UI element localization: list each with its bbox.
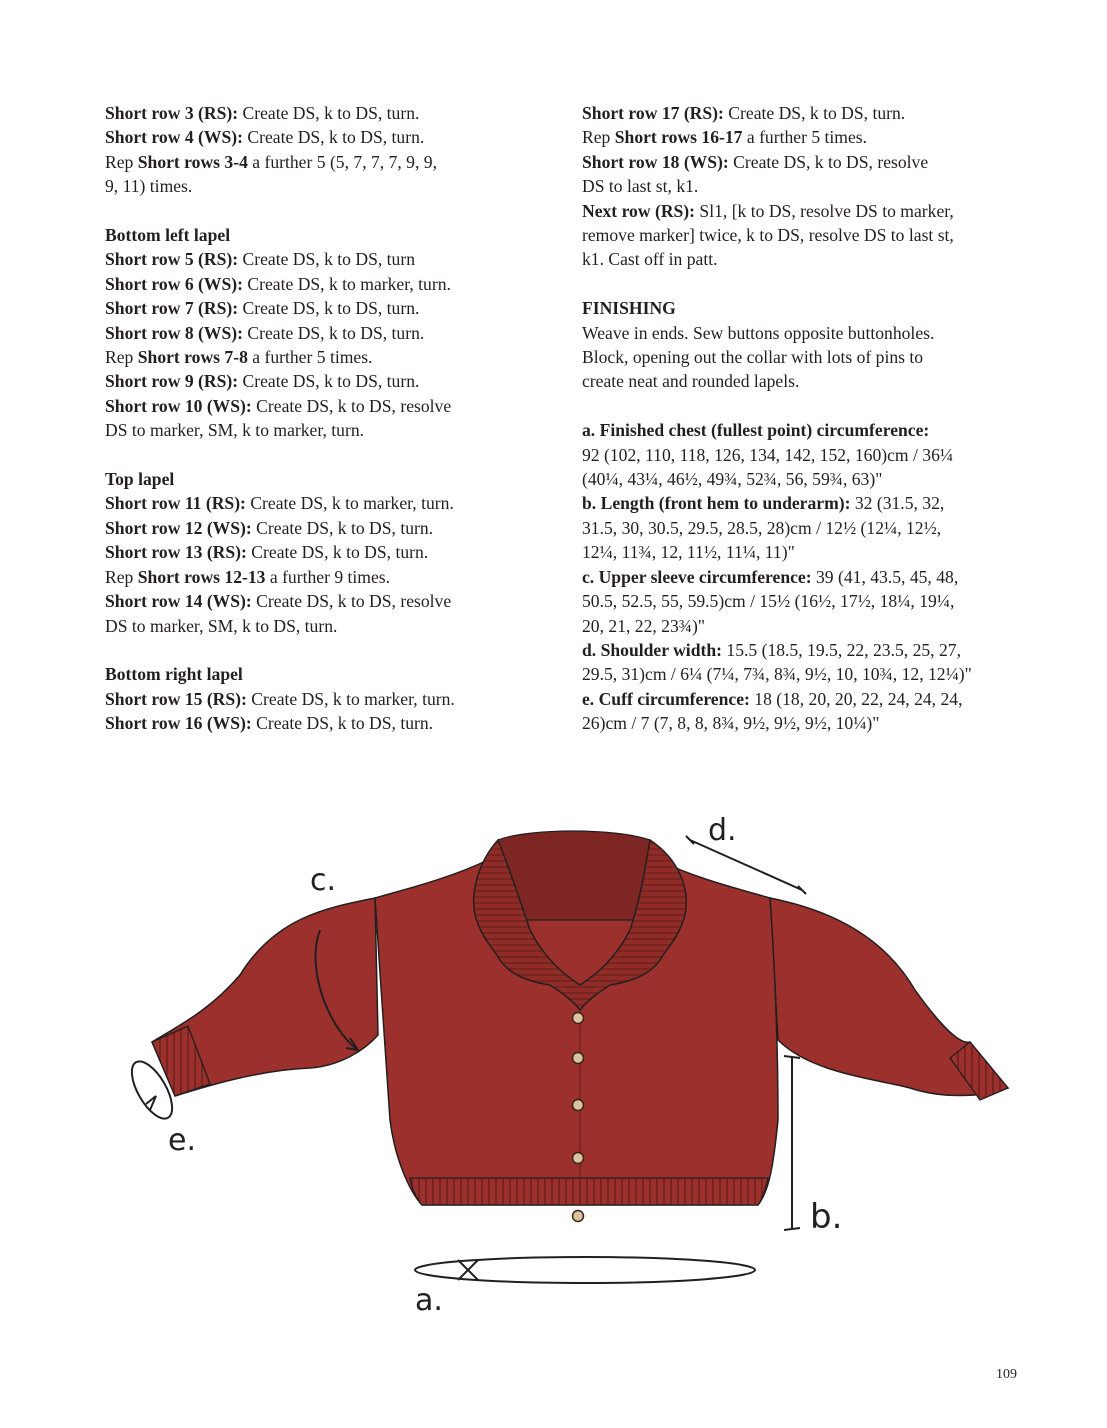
line-text: Create DS, k to DS, turn.	[238, 298, 420, 319]
text-line	[582, 614, 1052, 638]
line-text: 32 (31.5, 32,	[850, 493, 945, 514]
label-b: b.	[810, 1197, 843, 1237]
text-line	[582, 369, 1052, 393]
line-text: Create DS, k to DS, resolve	[728, 151, 929, 172]
line-text: Create DS, k to DS, turn	[238, 249, 415, 270]
line-prefix: Rep	[105, 347, 138, 368]
bold-label: Short row 11 (RS):	[105, 493, 246, 514]
bold-label: Short row 9 (RS):	[105, 371, 239, 392]
line-text: Create DS, k to marker, turn.	[246, 688, 455, 709]
line-prefix: Rep	[582, 127, 615, 148]
bold-label: Short rows 7-8	[137, 347, 248, 368]
bold-label: Short row 14 (WS):	[105, 591, 252, 612]
bold-label: Short row 8 (WS):	[105, 322, 243, 343]
text-line	[582, 101, 1052, 125]
line-text: 18 (18, 20, 20, 22, 24, 24, 24,	[749, 688, 963, 709]
button	[573, 1013, 584, 1024]
label-d: d.	[708, 813, 737, 848]
text-line	[105, 150, 525, 174]
line-prefix: Rep	[105, 566, 138, 587]
line-text: 29.5, 31)cm / 6¼ (7¼, 7¾, 8¾, 9½, 10, 10¾, 12, 12¼)"	[582, 664, 972, 685]
bold-label: Short row 7 (RS):	[105, 298, 239, 319]
text-line	[582, 174, 1052, 198]
line-text: a further 5 times.	[247, 347, 373, 368]
line-text: Create DS, k to DS, turn.	[242, 322, 425, 343]
paragraph-gap	[105, 199, 525, 223]
text-line	[582, 223, 1052, 247]
bold-label: Short row 4 (WS):	[105, 127, 243, 148]
bold-label: Bottom right lapel	[105, 664, 243, 685]
paragraph-gap	[582, 394, 1052, 418]
text-line	[582, 443, 1052, 467]
bold-label: Short row 13 (RS):	[105, 542, 247, 563]
text-line	[582, 565, 1052, 589]
line-text: Create DS, k to DS, turn.	[246, 542, 429, 563]
line-text: Create DS, k to DS, turn.	[251, 517, 434, 538]
paragraph-gap	[582, 272, 1052, 296]
text-line	[105, 272, 525, 296]
bold-label: Next row (RS):	[582, 200, 696, 221]
line-text: DS to marker, SM, k to DS, turn.	[105, 615, 338, 636]
bold-label: Short row 17 (RS):	[582, 103, 724, 123]
text-line	[582, 589, 1052, 613]
line-text: a further 5 (5, 7, 7, 7, 9, 9,	[247, 151, 437, 172]
line-text: DS to last st, k1.	[582, 176, 699, 197]
line-text: DS to marker, SM, k to marker, turn.	[105, 420, 365, 441]
line-text: a further 9 times.	[265, 566, 391, 587]
line-text: 50.5, 52.5, 55, 59.5)cm / 15½ (16½, 17½, 18¼, 19¼,	[582, 591, 955, 612]
bold-label: Short row 3 (RS):	[105, 103, 239, 123]
line-text: Create DS, k to DS, turn.	[242, 127, 425, 148]
line-text: 26)cm / 7 (7, 8, 8, 8¾, 9½, 9½, 9½, 10¼)"	[582, 713, 880, 734]
line-text: 12¼, 11¾, 12, 11½, 11¼, 11)"	[582, 542, 795, 563]
text-line	[582, 516, 1052, 540]
line-text: Create DS, k to marker, turn.	[242, 273, 451, 294]
bold-label: c. Upper sleeve circumference:	[582, 566, 812, 587]
text-line	[105, 711, 525, 735]
line-prefix: Rep	[105, 151, 138, 172]
button	[573, 1153, 584, 1164]
section-heading	[105, 223, 525, 247]
line-text: Create DS, k to DS, resolve	[251, 591, 452, 612]
text-line	[582, 687, 1052, 711]
text-line	[105, 540, 525, 564]
text-line	[582, 540, 1052, 564]
line-text: Create DS, k to DS, turn.	[238, 103, 420, 123]
text-line	[105, 516, 525, 540]
line-text: 15.5 (18.5, 19.5, 22, 23.5, 25, 27,	[722, 639, 961, 660]
line-text: Weave in ends. Sew buttons opposite buttonholes.	[582, 322, 935, 343]
bold-label: Short rows 3-4	[137, 151, 248, 172]
hem-ribbing	[410, 1178, 768, 1205]
line-text: Create DS, k to DS, turn.	[238, 371, 420, 392]
line-text: a further 5 times.	[742, 127, 868, 148]
label-a: a.	[415, 1283, 443, 1318]
text-line	[105, 614, 525, 638]
line-text: 9, 11) times.	[105, 176, 193, 197]
instructions-right-column	[582, 101, 1052, 736]
line-text: create neat and rounded lapels.	[582, 371, 800, 392]
text-line	[105, 394, 525, 418]
measure-b	[784, 1056, 842, 1237]
bold-label: Short rows 12-13	[137, 566, 266, 587]
measure-a	[415, 1257, 755, 1318]
text-line	[105, 369, 525, 393]
bold-label: Short row 6 (WS):	[105, 273, 243, 294]
line-text: Create DS, k to DS, turn.	[251, 713, 434, 734]
text-line	[105, 345, 525, 369]
line-text: remove marker] twice, k to DS, resolve DS to last st,	[582, 225, 954, 246]
button	[573, 1053, 584, 1064]
text-line	[105, 565, 525, 589]
bold-label: Short rows 16-17	[614, 127, 743, 148]
cardigan-schematic	[110, 800, 1040, 1320]
bold-label: FINISHING	[582, 298, 676, 319]
text-line	[582, 321, 1052, 345]
line-text: 92 (102, 110, 118, 126, 134, 142, 152, 160)cm / 36¼	[582, 444, 954, 465]
section-heading	[105, 467, 525, 491]
bold-label: Short row 12 (WS):	[105, 517, 252, 538]
paragraph-gap	[105, 443, 525, 467]
text-line	[582, 491, 1052, 515]
text-line	[582, 662, 1052, 686]
line-text: Create DS, k to DS, turn.	[723, 103, 906, 123]
line-text: 39 (41, 43.5, 45, 48,	[811, 566, 959, 587]
bold-label: Top lapel	[105, 469, 175, 490]
page-number: 109	[996, 1367, 1017, 1382]
text-line	[105, 589, 525, 613]
label-e: e.	[168, 1123, 196, 1158]
text-line	[582, 418, 1052, 442]
text-line	[105, 247, 525, 271]
line-text: (40¼, 43¼, 46½, 49¾, 52¾, 56, 59¾, 63)"	[582, 469, 883, 490]
bold-label: Short row 5 (RS):	[105, 249, 239, 270]
text-line	[582, 638, 1052, 662]
bold-label: Short row 15 (RS):	[105, 688, 247, 709]
bold-label: Short row 18 (WS):	[582, 151, 729, 172]
bold-label: Short row 10 (WS):	[105, 395, 252, 416]
text-line	[105, 296, 525, 320]
bold-label: Bottom left lapel	[105, 225, 231, 246]
button	[573, 1100, 584, 1111]
text-line	[582, 467, 1052, 491]
text-line	[582, 247, 1052, 271]
label-c: c.	[310, 863, 337, 898]
line-text: 31.5, 30, 30.5, 29.5, 28.5, 28)cm / 12½ (12¼, 12½,	[582, 517, 942, 538]
instructions-left-column	[105, 101, 525, 736]
text-line	[105, 687, 525, 711]
text-line	[582, 125, 1052, 149]
text-line	[582, 345, 1052, 369]
section-heading	[582, 296, 1052, 320]
paragraph-gap	[105, 638, 525, 662]
text-line	[105, 321, 525, 345]
text-line	[105, 101, 525, 125]
text-line	[105, 125, 525, 149]
text-line	[105, 174, 525, 198]
bold-label: d. Shoulder width:	[582, 639, 722, 660]
line-text: Create DS, k to DS, resolve	[251, 395, 452, 416]
line-text: Block, opening out the collar with lots of pins to	[582, 347, 924, 368]
text-line	[582, 711, 1052, 735]
bold-label: e. Cuff circumference:	[582, 688, 750, 709]
text-line	[105, 491, 525, 515]
bold-label: b. Length (front hem to underarm):	[582, 493, 851, 514]
text-line	[582, 199, 1052, 223]
line-text: k1. Cast off in patt.	[582, 249, 718, 270]
button	[573, 1211, 584, 1222]
line-text: Create DS, k to marker, turn.	[245, 493, 454, 514]
bold-label: Short row 16 (WS):	[105, 713, 252, 734]
line-text: 20, 21, 22, 23¾)"	[582, 615, 706, 636]
bold-label: a. Finished chest (fullest point) circumference:	[582, 420, 930, 441]
text-line	[582, 150, 1052, 174]
text-line	[105, 418, 525, 442]
line-text: Sl1, [k to DS, resolve DS to marker,	[695, 200, 954, 221]
section-heading	[105, 662, 525, 686]
